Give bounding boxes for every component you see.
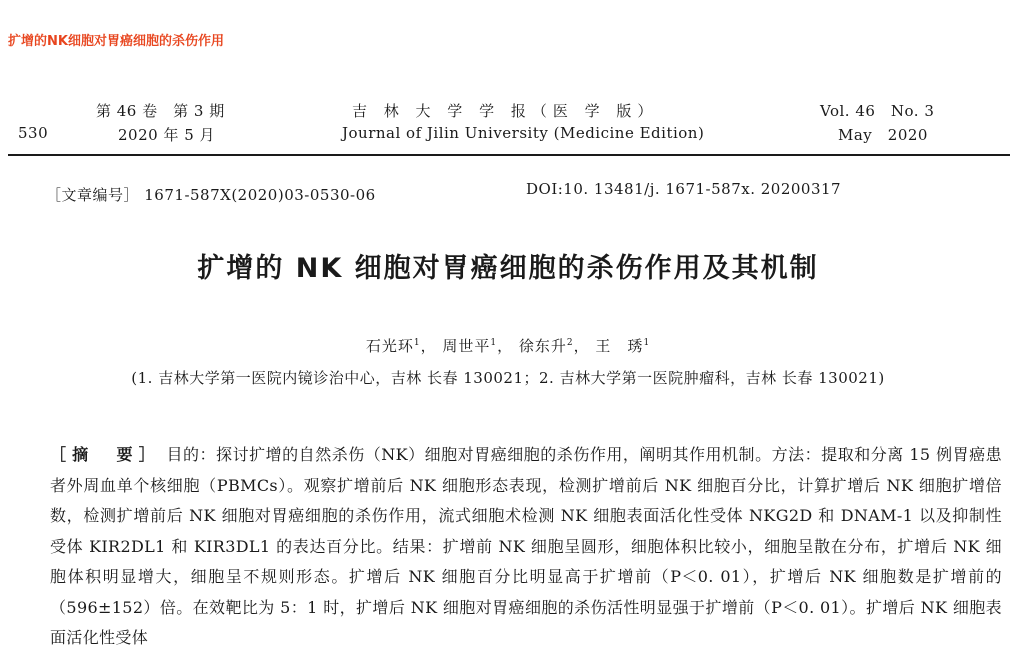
volume-cn: 第 46 卷 第 3 期	[96, 102, 225, 120]
page-number: 530	[18, 124, 49, 142]
journal-name-en: Journal of Jilin University (Medicine Edition)	[342, 124, 705, 142]
page-top-title: 扩增的NK细胞对胃癌细胞的杀伤作用	[8, 34, 224, 49]
author: 徐东升	[518, 337, 567, 355]
date-en: May 2020	[838, 126, 928, 144]
abstract-text: 目的：探讨扩增的自然杀伤（NK）细胞对胃癌细胞的杀伤作用，阐明其作用机制。方法：提取和分离 15 例胃癌患者外周血单个核细胞（PBMCs）。观察扩增前后 NK 细胞形态表现，检测扩增前后 NK 细胞百分比，计算扩增后 NK 细胞扩增倍数，检测扩增前后 NK 细胞对胃癌细胞的杀伤作用，流式细胞术检测 NK 细胞表面活化性受体 NKG2D 和 DNAM-1 以及抑制性受体 KIR2DL1 和 KIR3DL1 的表达百分比。结果：扩增前 NK 细胞呈圆形，细胞体积比较小，细胞呈散在分布，扩增后 NK 细胞体积明显增大，细胞呈不规则形态。扩增后 NK 细胞百分比明显高于扩增前（P＜0. 01），扩增后 NK 细胞数是扩增前的（596±152）倍。在效靶比为 5：1 时，扩增后 NK 细胞对胃癌细胞的杀伤活性明显强于扩增前（P＜0. 01）。扩增后 NK 细胞表面活化性受体	[50, 445, 1002, 647]
abstract	[50, 440, 1002, 654]
journal-name-cn: 吉 林 大 学 学 报（医 学 版）	[352, 102, 659, 120]
affiliation: (1. 吉林大学第一医院内镜诊治中心，吉林 长春 130021；2. 吉林大学第一医院肿瘤科，吉林 长春 130021)	[131, 369, 885, 387]
header-rule	[8, 154, 1010, 156]
author-affil-mark: 1	[643, 338, 651, 348]
article-number: ［文章编号］ 1671-587Ⅹ(2020)03-0530-06	[46, 186, 376, 204]
author-affil-mark: 2	[566, 338, 574, 348]
abstract-label: ［摘 要］	[50, 445, 161, 464]
paper-title: 扩增的 NK 细胞对胃癌细胞的杀伤作用及其机制	[197, 253, 819, 284]
date-cn: 2020 年 5 月	[118, 126, 216, 144]
volume-en: Vol. 46 No. 3	[820, 102, 935, 120]
doi: DOI:10. 13481/j. 1671-587x. 20200317	[526, 180, 842, 198]
author: 石光环	[365, 337, 414, 355]
author-affil-mark: 1	[490, 338, 498, 348]
author: 王 琇	[595, 337, 644, 355]
author-list: 石光环$^1$， 周世平$^1$， 徐东升$^2$， 王 琇$^1$	[365, 337, 651, 355]
author-affil-mark: 1	[413, 338, 421, 348]
author: 周世平	[442, 337, 491, 355]
